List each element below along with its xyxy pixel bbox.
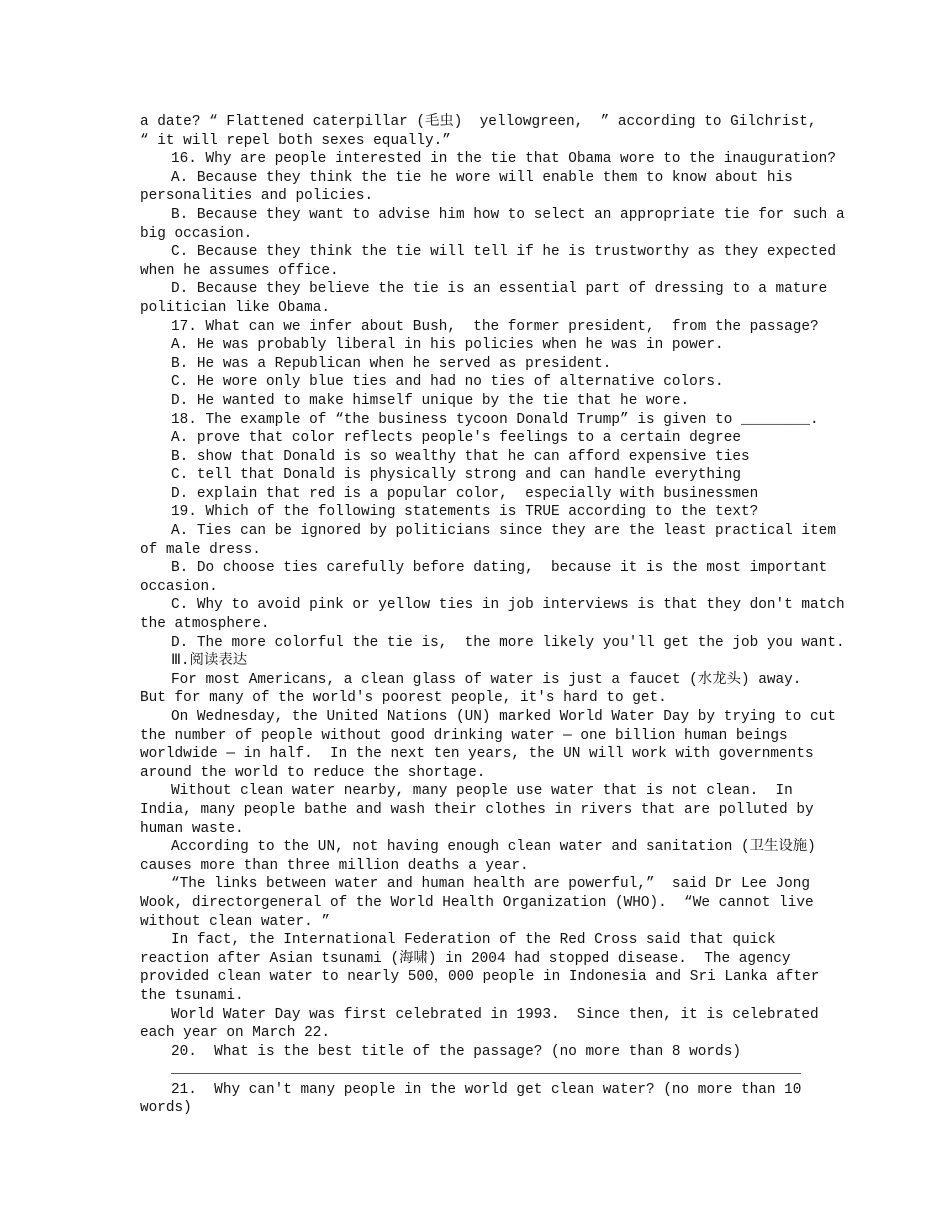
text-line: 18. The example of “the business tycoon Donald Trump” is given to ________. xyxy=(171,411,819,428)
text-line: 21. Why can't many people in the world get clean water? (no more than 10 xyxy=(171,1081,802,1098)
text-line: B. Do choose ties carefully before dating, because it is the most important xyxy=(171,560,828,577)
document-page xyxy=(140,113,845,1118)
text-line: D. Because they believe the tie is an essential part of dressing to a mature xyxy=(171,281,828,298)
text-line: worldwide — in half. In the next ten years, the UN will work with governments xyxy=(140,746,814,763)
text-line: causes more than three million deaths a year. xyxy=(140,857,529,874)
text-line: D. explain that red is a popular color, especially with businessmen xyxy=(171,485,759,502)
text-line: when he assumes office. xyxy=(140,262,339,279)
text-line: A. Because they think the tie he wore will enable them to know about his xyxy=(171,169,793,186)
text-line: human waste. xyxy=(140,820,244,837)
text-line: a date? “ Flattened caterpillar (毛虫) yellowgreen, ” according to Gilchrist, xyxy=(140,114,817,130)
text-line: 16. Why are people interested in the tie that Obama wore to the inauguration? xyxy=(171,151,836,168)
text-line: Ⅲ.阅读表达 xyxy=(171,653,248,670)
text-line: around the world to reduce the shortage. xyxy=(140,764,486,781)
text-line: the atmosphere. xyxy=(140,616,270,633)
text-line: 19. Which of the following statements is TRUE according to the text? xyxy=(171,504,759,521)
text-line: big occasion. xyxy=(140,225,253,242)
text-line: B. He was a Republican when he served as president. xyxy=(171,355,612,372)
text-line: personalities and policies. xyxy=(140,188,374,205)
text-line: each year on March 22. xyxy=(140,1025,330,1042)
text-line: Wook, directorgeneral of the World Health Organization (WHO). “We cannot live xyxy=(140,894,814,911)
text-line: occasion. xyxy=(140,578,218,595)
text-line: According to the UN, not having enough clean water and sanitation (卫生设施) xyxy=(171,839,816,856)
text-line: C. He wore only blue ties and had no ties of alternative colors. xyxy=(171,374,724,391)
text-line: B. Because they want to advise him how to select an appropriate tie for such a xyxy=(171,206,845,223)
text-line: the number of people without good drinking water — one billion human beings xyxy=(140,727,788,744)
text-line: C. tell that Donald is physically strong and can handle everything xyxy=(171,467,741,484)
text-line: without clean water. ” xyxy=(140,913,330,930)
text-line: C. Because they think the tie will tell if he is trustworthy as they expected xyxy=(171,244,836,261)
text-line: “ it will repel both sexes equally.” xyxy=(140,132,451,149)
text-line: provided clean water to nearly 500，000 people in Indonesia and Sri Lanka after xyxy=(140,969,820,986)
text-line: 17. What can we infer about Bush, the former president, from the passage? xyxy=(171,318,819,335)
text-line: C. Why to avoid pink or yellow ties in job interviews is that they don't match xyxy=(171,597,845,614)
text-line: India, many people bathe and wash their clothes in rivers that are polluted by xyxy=(140,801,814,818)
text-line: Without clean water nearby, many people use water that is not clean. In xyxy=(171,783,793,800)
text-line: A. He was probably liberal in his policies when he was in power. xyxy=(171,337,724,354)
text-line: “The links between water and human health are powerful,” said Dr Lee Jong xyxy=(171,876,811,893)
text-line: A. prove that color reflects people's feelings to a certain degree xyxy=(171,430,741,447)
text-line: A. Ties can be ignored by politicians since they are the least practical item xyxy=(171,523,836,540)
text-line: reaction after Asian tsunami (海啸) in 2004 had stopped disease. The agency xyxy=(140,950,791,967)
text-line: of male dress. xyxy=(140,541,261,558)
answer-blank-line[interactable] xyxy=(171,1061,801,1074)
text-line: For most Americans, a clean glass of water is just a faucet (水龙头) away. xyxy=(171,671,802,688)
text-line: B. show that Donald is so wealthy that he can afford expensive ties xyxy=(171,448,750,465)
text-line: 20. What is the best title of the passage? (no more than 8 words) xyxy=(171,1043,741,1060)
text-line: But for many of the world's poorest people, it's hard to get. xyxy=(140,690,667,707)
text-line: In fact, the International Federation of the Red Cross said that quick xyxy=(171,932,776,949)
text-line: On Wednesday, the United Nations (UN) marked World Water Day by trying to cut xyxy=(171,709,836,725)
text-line: politician like Obama. xyxy=(140,299,330,316)
text-line: D. The more colorful the tie is, the more likely you'll get the job you want. xyxy=(171,634,845,651)
text-line: World Water Day was first celebrated in 1993. Since then, it is celebrated xyxy=(171,1006,819,1023)
text-line: D. He wanted to make himself unique by the tie that he wore. xyxy=(171,392,690,409)
text-line: words) xyxy=(140,1100,192,1117)
text-line: the tsunami. xyxy=(140,987,244,1004)
